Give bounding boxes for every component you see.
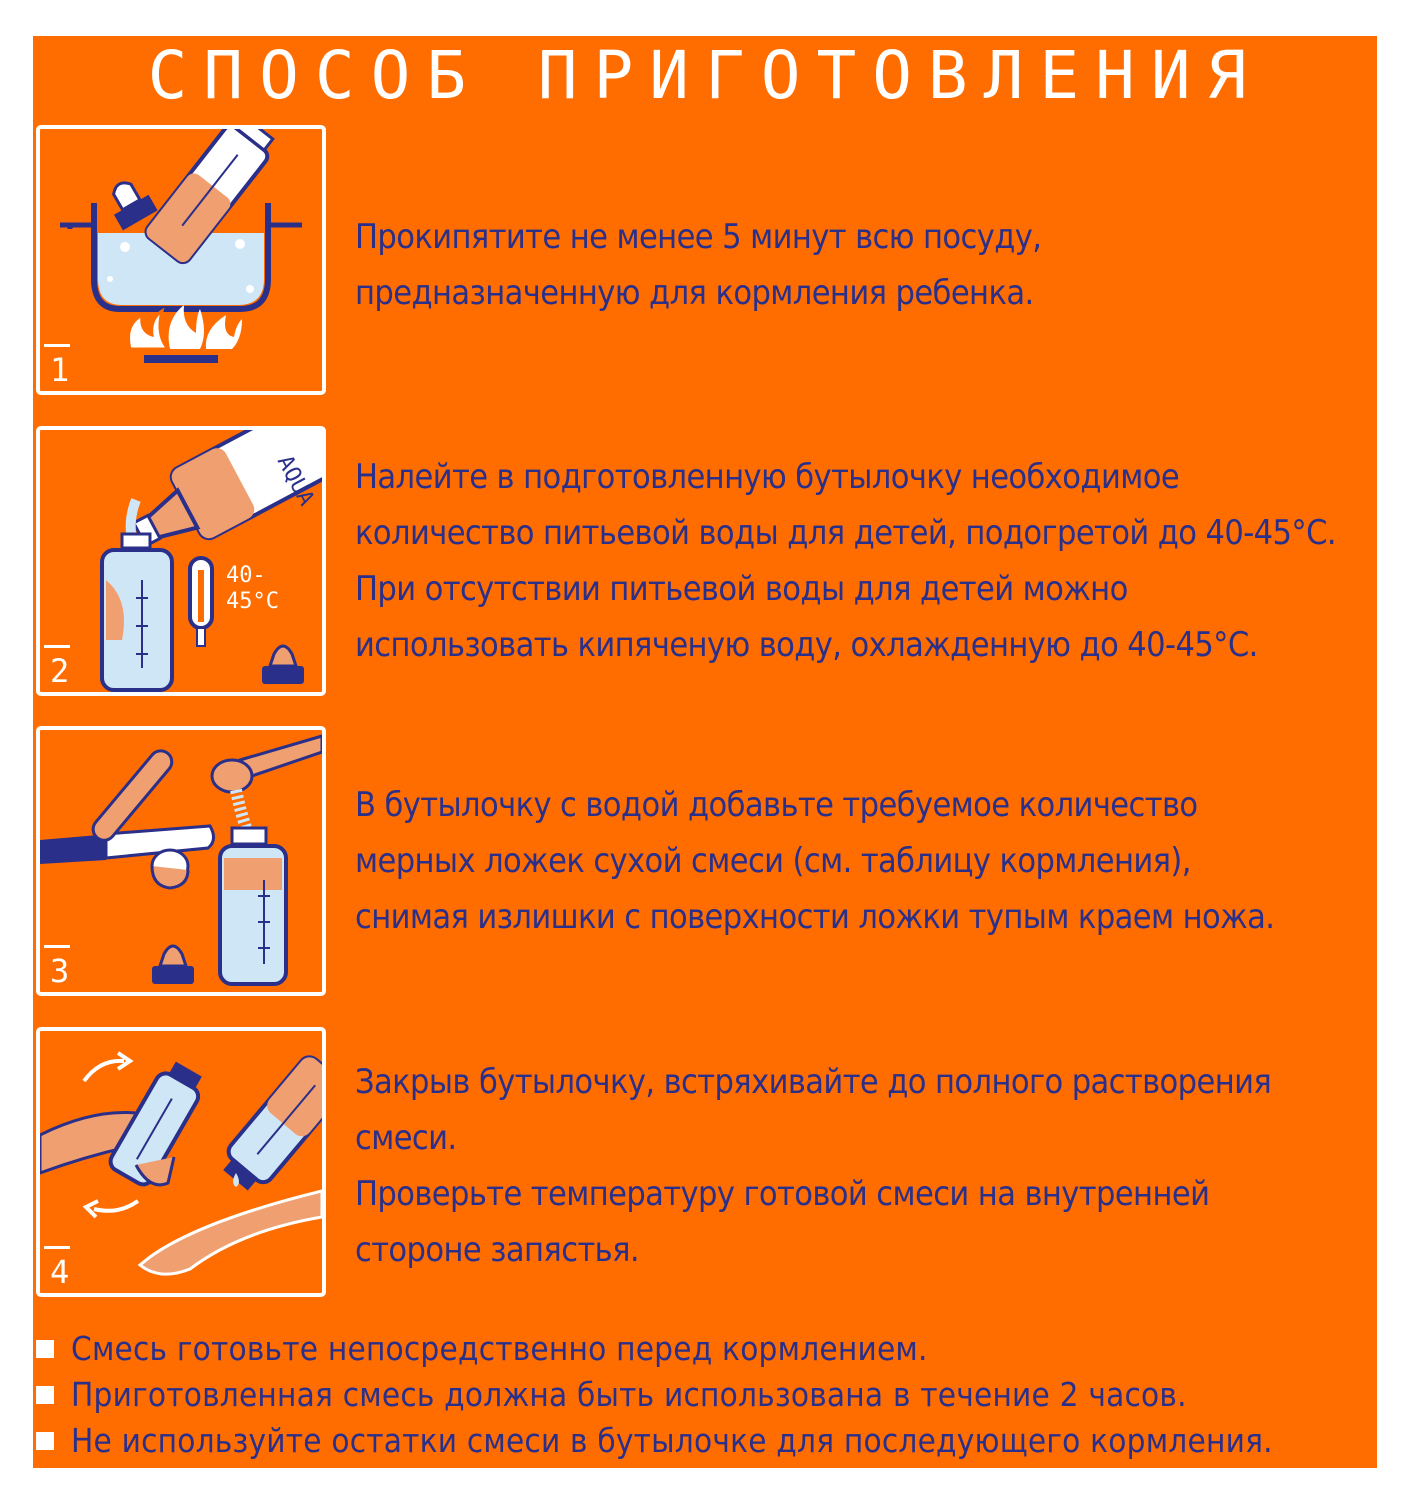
thermometer-label-line: 45°C	[226, 589, 279, 614]
step-3-text	[355, 777, 1375, 945]
step-4-illustration-frame	[36, 1027, 326, 1297]
step-3-line: мерных ложек сухой смеси (см. таблицу кормления),	[355, 841, 1191, 881]
step-4-line: Проверьте температуру готовой смеси на внутренней	[355, 1174, 1210, 1214]
note-item	[33, 1418, 1377, 1464]
step-number: 2	[50, 652, 70, 690]
thermometer-label-line: 40-	[226, 563, 266, 588]
shake-bottle-icon	[40, 1031, 322, 1293]
step-number: 3	[50, 952, 70, 990]
note-text: Смесь готовьте непосредственно перед кормлением.	[71, 1329, 928, 1368]
aqua-label: AQUA	[271, 451, 319, 510]
step-2-illustration-frame	[36, 426, 326, 696]
notes-list	[33, 1326, 1377, 1464]
step-2-text	[355, 449, 1375, 673]
note-text: Приготовленная смесь должна быть использована в течение 2 часов.	[71, 1375, 1187, 1414]
step-2-line: При отсутствии питьевой воды для детей можно	[355, 569, 1128, 609]
page-title: СПОСОБ ПРИГОТОВЛЕНИЯ	[147, 37, 1263, 114]
note-item	[33, 1326, 1377, 1372]
bullet-square-icon	[36, 1386, 54, 1404]
note-item	[33, 1372, 1377, 1418]
step-1-illustration-frame	[36, 125, 326, 395]
step-1-line: предназначенную для кормления ребенка.	[355, 273, 1034, 313]
step-1-text	[355, 209, 1375, 321]
step-number: 1	[50, 351, 70, 389]
pouring-water-icon	[40, 430, 322, 692]
step-2-line: количество питьевой воды для детей, подогретой до 40-45°C.	[355, 513, 1336, 553]
step-4-text	[355, 1054, 1375, 1278]
step-2-line: использовать кипяченую воду, охлажденную до 40-45°C.	[355, 625, 1258, 665]
bullet-square-icon	[36, 1340, 54, 1358]
bullet-square-icon	[36, 1432, 54, 1450]
instructions-panel	[33, 36, 1377, 1468]
step-4-line: Закрыв бутылочку, встряхивайте до полного растворения	[355, 1062, 1272, 1102]
step-4-line: смеси.	[355, 1118, 457, 1158]
step-1-line: Прокипятите не менее 5 минут всю посуду,	[355, 217, 1042, 257]
step-2-line: Налейте в подготовленную бутылочку необходимое	[355, 457, 1180, 497]
step-4-line: стороне запястья.	[355, 1230, 639, 1270]
step-number: 4	[50, 1253, 70, 1291]
step-3-illustration-frame	[36, 726, 326, 996]
step-3-line: снимая излишки с поверхности ложки тупым краем ножа.	[355, 897, 1275, 937]
note-text: Не используйте остатки смеси в бутылочке для последующего кормления.	[71, 1421, 1273, 1460]
boiling-pot-icon	[40, 129, 322, 391]
step-3-line: В бутылочку с водой добавьте требуемое количество	[355, 785, 1198, 825]
measuring-spoon-icon	[40, 730, 322, 992]
